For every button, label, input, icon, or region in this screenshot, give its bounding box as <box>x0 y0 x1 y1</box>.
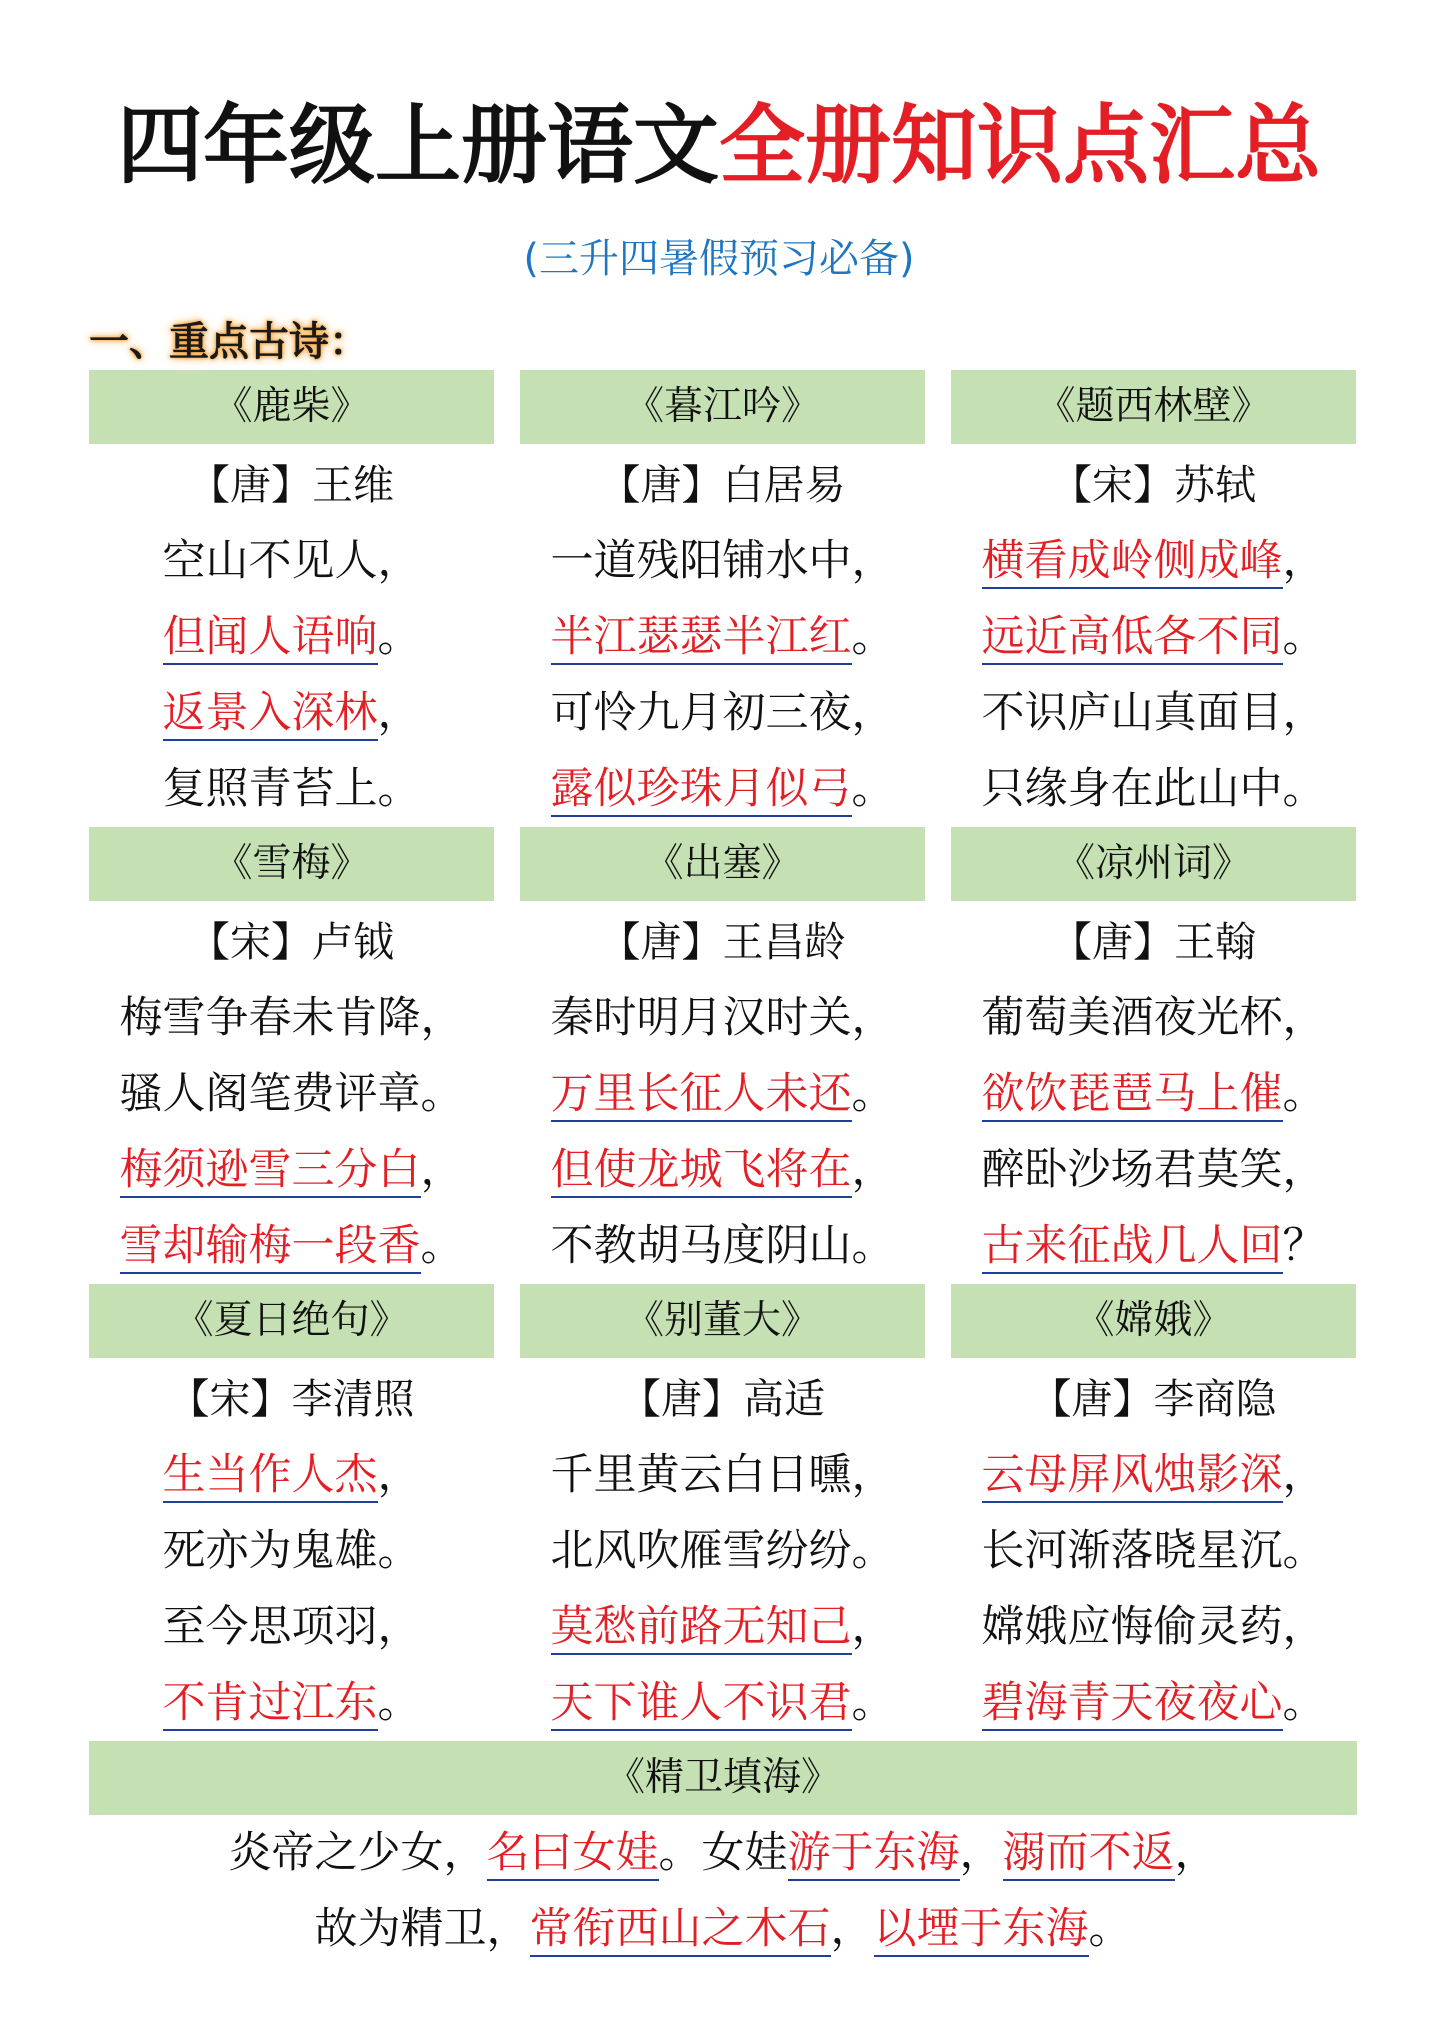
text-segment: 。 <box>1282 1069 1326 1119</box>
key-phrase: 以堙于东海 <box>874 1904 1089 1957</box>
page-title <box>0 96 1438 196</box>
poem-line <box>951 1437 1356 1513</box>
text-segment: ， <box>851 1145 895 1195</box>
poem-card <box>951 827 1356 1284</box>
text-segment: 千里黄云白日曛， <box>550 1450 895 1500</box>
key-phrase: 半江瑟瑟半江红 <box>551 612 852 665</box>
poem-card <box>89 370 494 827</box>
text-segment: 故为精卫， <box>314 1904 530 1954</box>
key-phrase: 但使龙城飞将在 <box>551 1145 852 1198</box>
text-segment: 。 <box>851 1678 895 1728</box>
key-phrase: 返景入深林 <box>163 688 378 741</box>
poem-author: 【唐】王维 <box>189 461 394 509</box>
poem-author: 【唐】高适 <box>620 1375 825 1423</box>
poem-body <box>89 1358 494 1741</box>
text-segment: 葡萄美酒夜光杯， <box>981 993 1326 1043</box>
text-segment: 不教胡马度阴山。 <box>550 1221 895 1271</box>
poem-body <box>520 444 925 827</box>
poem-title-bar <box>951 370 1356 444</box>
text-segment: 复照青苔上。 <box>162 764 421 814</box>
poem-author: 【唐】王昌龄 <box>599 918 846 966</box>
key-phrase: 名曰女娃 <box>487 1828 659 1881</box>
poem-title: 《暮江吟》 <box>624 384 820 429</box>
poem-line <box>89 1437 494 1513</box>
poem-line <box>89 751 494 827</box>
poem-title-bar <box>951 827 1356 901</box>
key-phrase: 莫愁前路无知己 <box>551 1602 852 1655</box>
poem-line <box>520 1056 925 1132</box>
text-segment: ？ <box>1282 1221 1326 1271</box>
text-segment: 。 <box>851 612 895 662</box>
key-phrase: 天下谁人不识君 <box>551 1678 852 1731</box>
key-phrase: 溺而不返 <box>1003 1828 1175 1881</box>
poem-line <box>951 1132 1356 1208</box>
poem-author: 【唐】王翰 <box>1051 918 1256 966</box>
text-segment: 。 <box>851 764 895 814</box>
poem-body <box>520 1358 925 1741</box>
text-segment: 。女娃 <box>658 1828 788 1878</box>
jingwei-title: 《精卫填海》 <box>605 1755 840 1800</box>
key-phrase: 游于东海 <box>788 1828 960 1881</box>
poem-line <box>520 1513 925 1589</box>
key-phrase: 不肯过江东 <box>163 1678 378 1731</box>
poem-grid <box>89 370 1357 1741</box>
poem-title: 《题西林壁》 <box>1036 384 1271 429</box>
text-segment: 不识庐山真面目， <box>981 688 1326 738</box>
page-title-red: 全册知识点汇总 <box>719 96 1321 196</box>
poem-card <box>520 370 925 827</box>
poem-card <box>89 827 494 1284</box>
poem-body <box>951 901 1356 1284</box>
text-segment: ， <box>420 1145 464 1195</box>
poem-author: 【宋】苏轼 <box>1051 461 1256 509</box>
poem-line <box>951 1513 1356 1589</box>
poem-line <box>520 1665 925 1741</box>
poem-line <box>520 523 925 599</box>
section-heading: 一、重点古诗： <box>89 319 369 365</box>
poem-title: 《嫦娥》 <box>1075 1298 1232 1343</box>
text-segment: 。 <box>377 1678 421 1728</box>
poem-card <box>951 370 1356 827</box>
poem-line <box>89 599 494 675</box>
poem-line <box>89 980 494 1056</box>
poem-line <box>520 980 925 1056</box>
poem-title: 《别董大》 <box>624 1298 820 1343</box>
poem-body <box>951 1358 1356 1741</box>
page-subtitle: (三升四暑假预习必备) <box>523 236 915 282</box>
text-segment: 。 <box>420 1221 464 1271</box>
key-phrase: 露似珍珠月似弓 <box>551 764 852 817</box>
text-segment: 。 <box>1282 1678 1326 1728</box>
poem-line <box>520 1589 925 1665</box>
text-segment: 。 <box>377 612 421 662</box>
poem-title-bar <box>89 370 494 444</box>
text-segment: ， <box>1282 536 1326 586</box>
poem-title-bar <box>89 827 494 901</box>
poem-title-bar <box>520 370 925 444</box>
poem-line <box>520 675 925 751</box>
poem-line <box>951 675 1356 751</box>
text-segment: ， <box>377 688 421 738</box>
text-segment: 梅雪争春未肯降， <box>119 993 464 1043</box>
jingwei-line <box>89 1815 1357 1891</box>
poem-body <box>951 444 1356 827</box>
text-segment: 长河渐落晓星沉。 <box>981 1526 1326 1576</box>
key-phrase: 横看成岭侧成峰 <box>982 536 1283 589</box>
poem-title: 《凉州词》 <box>1055 841 1251 886</box>
poem-card <box>951 1284 1356 1741</box>
key-phrase: 常衔西山之木石 <box>530 1904 831 1957</box>
text-segment: ， <box>830 1904 874 1954</box>
poem-author: 【宋】卢钺 <box>189 918 394 966</box>
poem-author: 【唐】白居易 <box>599 461 846 509</box>
text-segment: 北风吹雁雪纷纷。 <box>550 1526 895 1576</box>
poem-card <box>520 827 925 1284</box>
text-segment: ， <box>377 1450 421 1500</box>
key-phrase: 远近高低各不同 <box>982 612 1283 665</box>
key-phrase: 梅须逊雪三分白 <box>120 1145 421 1198</box>
text-segment: 骚人阁笔费评章。 <box>119 1069 464 1119</box>
poem-body <box>520 901 925 1284</box>
poem-line <box>89 1513 494 1589</box>
poem-line <box>951 1208 1356 1284</box>
poem-title: 《夏日绝句》 <box>174 1298 409 1343</box>
poem-line <box>951 1589 1356 1665</box>
key-phrase: 生当作人杰 <box>163 1450 378 1503</box>
text-segment: 。 <box>1088 1904 1132 1954</box>
poem-body <box>89 901 494 1284</box>
jingwei-title-bar <box>89 1741 1357 1815</box>
text-segment: ， <box>1174 1828 1218 1878</box>
poem-author: 【唐】李商隐 <box>1030 1375 1277 1423</box>
text-segment: 一道残阳铺水中， <box>550 536 895 586</box>
poem-title-bar <box>89 1284 494 1358</box>
poem-line <box>520 1208 925 1284</box>
poem-title-bar <box>951 1284 1356 1358</box>
jingwei-section <box>89 1741 1357 1967</box>
key-phrase: 雪却输梅一段香 <box>120 1221 421 1274</box>
text-segment: 。 <box>851 1069 895 1119</box>
text-segment: 死亦为鬼雄。 <box>162 1526 421 1576</box>
text-segment: 。 <box>1282 612 1326 662</box>
poem-line <box>951 751 1356 827</box>
poem-title-bar <box>520 827 925 901</box>
text-segment: 至今思项羽， <box>162 1602 421 1652</box>
poem-line <box>89 1056 494 1132</box>
jingwei-line <box>89 1891 1357 1967</box>
poem-title-bar <box>520 1284 925 1358</box>
poem-line <box>89 1665 494 1741</box>
text-segment: 可怜九月初三夜， <box>550 688 895 738</box>
text-segment: 空山不见人， <box>162 536 421 586</box>
key-phrase: 但闻人语响 <box>163 612 378 665</box>
poem-line <box>951 599 1356 675</box>
poem-line <box>89 675 494 751</box>
text-segment: 炎帝之少女， <box>228 1828 487 1878</box>
text-segment: 秦时明月汉时关， <box>550 993 895 1043</box>
poem-card <box>89 1284 494 1741</box>
poem-line <box>520 1132 925 1208</box>
text-segment: ， <box>959 1828 1003 1878</box>
poem-line <box>520 599 925 675</box>
poem-line <box>89 1132 494 1208</box>
key-phrase: 云母屏风烛影深 <box>982 1450 1283 1503</box>
poem-line <box>520 1437 925 1513</box>
text-segment: ， <box>851 1602 895 1652</box>
poem-title: 《雪梅》 <box>213 841 370 886</box>
poem-line <box>89 1208 494 1284</box>
poem-line <box>951 523 1356 599</box>
text-segment: 嫦娥应悔偷灵药， <box>981 1602 1326 1652</box>
poem-card <box>520 1284 925 1741</box>
text-segment: 醉卧沙场君莫笑， <box>981 1145 1326 1195</box>
poem-title: 《出塞》 <box>644 841 801 886</box>
key-phrase: 欲饮琵琶马上催 <box>982 1069 1283 1122</box>
poem-line <box>89 1589 494 1665</box>
poem-title: 《鹿柴》 <box>213 384 370 429</box>
poem-line <box>951 980 1356 1056</box>
key-phrase: 古来征战几人回 <box>982 1221 1283 1274</box>
poem-line <box>951 1056 1356 1132</box>
poem-line <box>951 1665 1356 1741</box>
key-phrase: 碧海青天夜夜心 <box>982 1678 1283 1731</box>
text-segment: 只缘身在此山中。 <box>981 764 1326 814</box>
key-phrase: 万里长征人未还 <box>551 1069 852 1122</box>
poem-author: 【宋】李清照 <box>168 1375 415 1423</box>
text-segment: ， <box>1282 1450 1326 1500</box>
poem-line <box>89 523 494 599</box>
poem-body <box>89 444 494 827</box>
poem-line <box>520 751 925 827</box>
page-title-black: 四年级上册语文 <box>117 96 719 196</box>
